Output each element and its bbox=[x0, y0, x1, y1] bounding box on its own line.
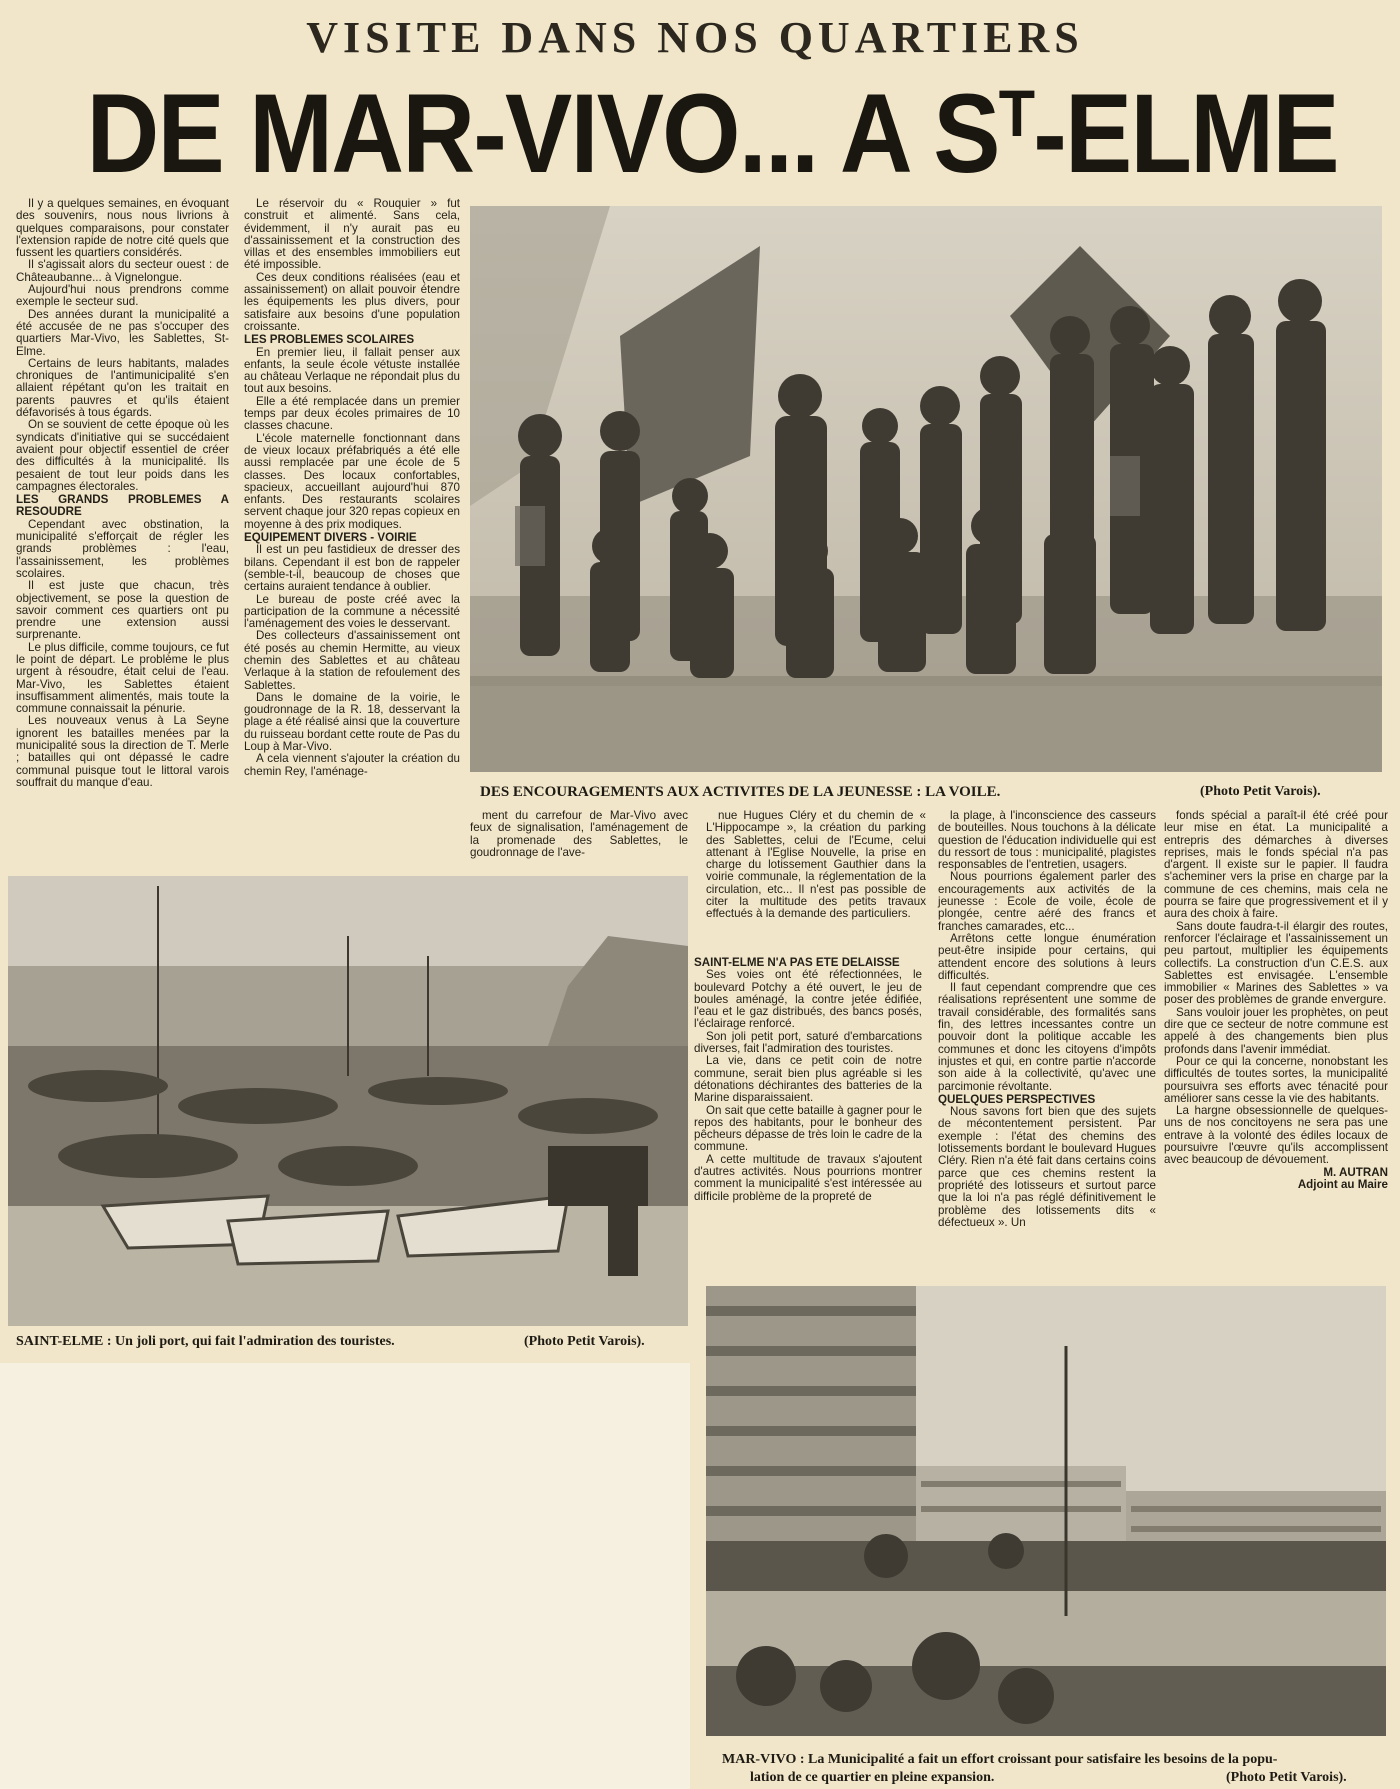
paragraph: Cependant avec obstination, la municipalité s'efforçait de régler les grands problèmes : l'eau, l'assainissement, les problèmes scolaires. bbox=[16, 517, 229, 580]
paragraph: Des années durant la municipalité a été accusée de ne pas s'occuper des quartiers Mar-Vivo, les Sablettes, St-Elme. bbox=[16, 307, 229, 358]
paragraph: Le réservoir du « Rouquier » fut construit et alimenté. Sans cela, évidemment, il n'y aurait pas eu d'assainissement et la construction des villas et des ensembles immobiliers eut été impossible. bbox=[244, 197, 460, 272]
paragraph: La vie, dans ce petit coin de notre commune, serait bien plus agréable si les détonations déchirantes des batteries de la Marine disparaissaient. bbox=[694, 1054, 922, 1105]
photo-sailing-group bbox=[470, 206, 1382, 772]
column-6 bbox=[938, 810, 1156, 1229]
paragraph: Il est juste que chacun, très objectivement, se pose la question de savoir comment ces quartiers ont pu prendre une extension aussi surprenante. bbox=[16, 579, 229, 642]
paragraph: fonds spécial a paraît-il été créé pour leur mise en état. La municipalité a entrepris des démarches à diverses reprises, mais le fonds spécial n'a pas d'argent. Il existe sur le papier. Il faudra s'acheminer vers la prise en charge par la commune de ces chemins, mais cela ne pourra se faire que progressivement et il y aura des choix à faire. bbox=[1164, 809, 1388, 921]
column-2 bbox=[244, 198, 460, 778]
credit-mar-vivo: (Photo Petit Varois). bbox=[1226, 1770, 1347, 1785]
paragraph: Les nouveaux venus à La Seyne ignorent les batailles menées par la municipalité sous la direction de T. Merle ; batailles qui ont dépassé le cadre communal puisque tout le littoral varois souffrait du manque d'eau. bbox=[16, 714, 229, 789]
subheading: EQUIPEMENT DIVERS - VOIRIE bbox=[244, 531, 417, 545]
photo-mar-vivo bbox=[706, 1286, 1386, 1736]
signature: Adjoint au Maire bbox=[1297, 1177, 1388, 1191]
caption-voile: DES ENCOURAGEMENTS AUX ACTIVITES DE LA JEUNESSE : LA VOILE. bbox=[480, 784, 1001, 800]
column-3 bbox=[470, 810, 688, 859]
paragraph: La hargne obsessionnelle de quelques-uns de nos concitoyens ne sera pas une entrave à la volonté des édiles locaux de poursuivre l'œuvre qu'ils accomplissent avec beaucoup de dévouement. bbox=[1164, 1104, 1388, 1167]
paragraph: Il y a quelques semaines, en évoquant des souvenirs, nous nous livrions à quelques comparaisons, pour constater l'extension rapide de notre cité quels que fussent les quartiers considérés. bbox=[16, 197, 229, 260]
credit-voile: (Photo Petit Varois). bbox=[1200, 784, 1321, 799]
paragraph: En premier lieu, il fallait penser aux enfants, la seule école vétuste installée au château Verlaque ne répondait plus du tout aux besoins. bbox=[244, 345, 460, 396]
kicker: VISITE DANS NOS QUARTIERS bbox=[306, 13, 1084, 62]
paragraph: A cette multitude de travaux s'ajoutent d'autres activités. Nous pourrions montrer comment la municipalité s'est intéressée au difficile problème de la propreté de bbox=[694, 1152, 922, 1203]
headline: DE MAR-VIVO... A $S^T$-ELME bbox=[86, 71, 1338, 196]
caption-mar-vivo-line2: lation de ce quartier en pleine expansion. bbox=[750, 1770, 995, 1785]
photo-saint-elme-port bbox=[8, 876, 688, 1326]
paragraph: Nous pourrions également parler des encouragements aux activités de la jeunesse : Ecole de voile, école de plongée, centre aéré des francs et franches camarades, etc... bbox=[938, 870, 1156, 933]
paragraph: Il s'agissait alors du secteur ouest : de Châteaubanne... à Vignelongue. bbox=[16, 258, 229, 284]
paragraph: Arrêtons cette longue énumération peut-être insipide pour certains, qui attendent encore des solutions à leurs difficultés. bbox=[938, 931, 1156, 982]
column-1 bbox=[16, 198, 229, 789]
paragraph: Le bureau de poste créé avec la participation de la commune a nécessité l'aménagement des voies le desservant. bbox=[244, 592, 460, 631]
paragraph: Des collecteurs d'assainissement ont été posés au chemin Hermitte, au vieux chemin des Sablettes et au château Verlaque à la station de refoulement des Sablettes. bbox=[244, 629, 460, 692]
paragraph: Aujourd'hui nous prendrons comme exemple le secteur sud. bbox=[16, 283, 229, 309]
caption-mar-vivo-line1: MAR-VIVO : La Municipalité a fait un effort croissant pour satisfaire les besoins de la popu- bbox=[722, 1752, 1278, 1767]
paragraph: L'école maternelle fonctionnant dans de vieux locaux préfabriqués a été elle aussi remplacée par une école de 5 classes. Des locaux confortables, spacieux, accueillant aujourd'hui 870 enfants. Des restaurants scolaires servent chaque jour 320 repas copieux en moyenne à des prix modiques. bbox=[244, 431, 460, 531]
paragraph: Certains de leurs habitants, malades chroniques de l'antimunicipalité s'en allaient répétant qu'on les traitait en parents pauvres et qu'ils étaient défavorisés à tous égards. bbox=[16, 356, 229, 420]
paragraph: Le plus difficile, comme toujours, ce fut le point de départ. Le problème le plus urgent à résoudre, était celui de l'eau. Mar-Vivo, les Sablettes étaient insuffisamment alimentés, mais toute la commune connaissait la pénurie. bbox=[16, 640, 229, 716]
paragraph: Sans doute faudra-t-il élargir des routes, renforcer l'éclairage et l'assainissement un peu partout, multiplier les équipements collectifs. La construction d'un C.E.S. aux Sablettes est envisagée. L'ensemble immobilier « Marines des Sablettes » va poser des problèmes de grande envergure. bbox=[1164, 919, 1388, 1007]
column-4 bbox=[706, 810, 926, 921]
paragraph: Il est un peu fastidieux de dresser des bilans. Cependant il est bon de rappeler (semble-t-il, beaucoup de choses que certains auraient tendance à oublier. bbox=[244, 543, 460, 594]
paragraph: Dans le domaine de la voirie, le goudronnage de la R. 18, desservant la plage a été réalisé ainsi que la couverture du ruisseau bordant cette route de Pas du Loup à Mar-Vivo. bbox=[244, 690, 460, 754]
paragraph: Son joli petit port, saturé d'embarcations diverses, fait l'admiration des touristes. bbox=[694, 1029, 922, 1056]
paragraph: Ces deux conditions réalisées (eau et assainissement) on allait pouvoir étendre les équipements les plus divers, pour satisfaire aux besoins d'une population croissante. bbox=[244, 270, 460, 333]
paragraph: la plage, à l'inconscience des casseurs de bouteilles. Nous touchons à la délicate question de l'éducation individuelle qui est du ressort de tous : municipalité, plagistes responsables de l'entretien, usagers. bbox=[938, 809, 1156, 872]
paragraph: On se souvient de cette époque où les syndicats d'initiative qui se succédaient avaient pour objectif essentiel de créer des difficultés à la municipalité. Ils pesaient de tout leur poids dans les campagnes électorales. bbox=[16, 418, 229, 493]
column-5 bbox=[694, 956, 922, 1203]
paragraph: A cela viennent s'ajouter la création du chemin Rey, l'aménage- bbox=[244, 752, 460, 778]
paragraph: Ses voies ont été réfectionnées, le boulevard Potchy a été ouvert, le jeu de boules aménagé, la contre jetée édifiée, l'eau et le gaz distribués, des bancs posés, l'éclairage renforcé. bbox=[694, 968, 922, 1031]
caption-port: SAINT-ELME : Un joli port, qui fait l'admiration des touristes. bbox=[16, 1334, 395, 1349]
paragraph: Pour ce qui la concerne, nonobstant les difficultés de toutes sortes, la municipalité poursuivra ses efforts avec ténacité pour améliorer sans cesse la vie des habitants. bbox=[1164, 1054, 1388, 1105]
column-7 bbox=[1164, 810, 1388, 1191]
signature: M. AUTRAN bbox=[1323, 1165, 1388, 1179]
subheading: SAINT-ELME N'A PAS ETE DELAISSE bbox=[694, 956, 900, 969]
credit-port: (Photo Petit Varois). bbox=[524, 1334, 645, 1349]
subheading: LES GRANDS PROBLEMES A RESOUDRE bbox=[16, 493, 229, 519]
subheading: QUELQUES PERSPECTIVES bbox=[938, 1092, 1096, 1106]
subheading: LES PROBLEMES SCOLAIRES bbox=[244, 333, 415, 347]
paragraph: nue Hugues Cléry et du chemin de « L'Hippocampe », la création du parking des Sablettes, celui de l'Ecume, celui attenant à l'Eglise Nouvelle, la prise en charge du lotissement Gauthier dans la voirie communale, la réglementation de la circulation, etc... Il n'est pas possible de citer la multitude des petits travaux effectués à la demande des particuliers. bbox=[706, 809, 926, 921]
paragraph: Nous savons fort bien que des sujets de mécontentement persistent. Par exemple : l'état des chemins des lotissements bordant le boulevard Hugues Cléry. Rien n'a été fait dans certains coins parce que ces chemins restent la propriété des lotisseurs et surtout parce que la loi n'a pas réglé définitivement le problème des lotissements dits « défectueux ». Un bbox=[938, 1105, 1156, 1229]
paragraph: Il faut cependant comprendre que ces réalisations représentent une somme de travail considérable, des formalités sans fin, des lettres incessantes contre un pouvoir dont la politique accable les communes et donc les citoyens d'impôts injustes et qui, en contre partie n'accorde son aide à la collectivité, qu'avec une parcimonie révoltante. bbox=[938, 981, 1156, 1093]
paragraph: On sait que cette bataille à gagner pour le repos des habitants, pour le bonheur des pêcheurs dépasse de très loin le cadre de la commune. bbox=[694, 1103, 922, 1154]
paragraph: Elle a été remplacée dans un premier temps par deux écoles primaires de 10 classes chacune. bbox=[244, 394, 460, 433]
paragraph: Sans vouloir jouer les prophètes, on peut dire que ce secteur de notre commune est appelé à des changements bien plus profonds dans l'avenir immédiat. bbox=[1164, 1005, 1388, 1056]
paragraph: ment du carrefour de Mar-Vivo avec feux de signalisation, l'aménagement de la promenade des Sablettes, le goudronnage de l'ave- bbox=[470, 809, 688, 859]
